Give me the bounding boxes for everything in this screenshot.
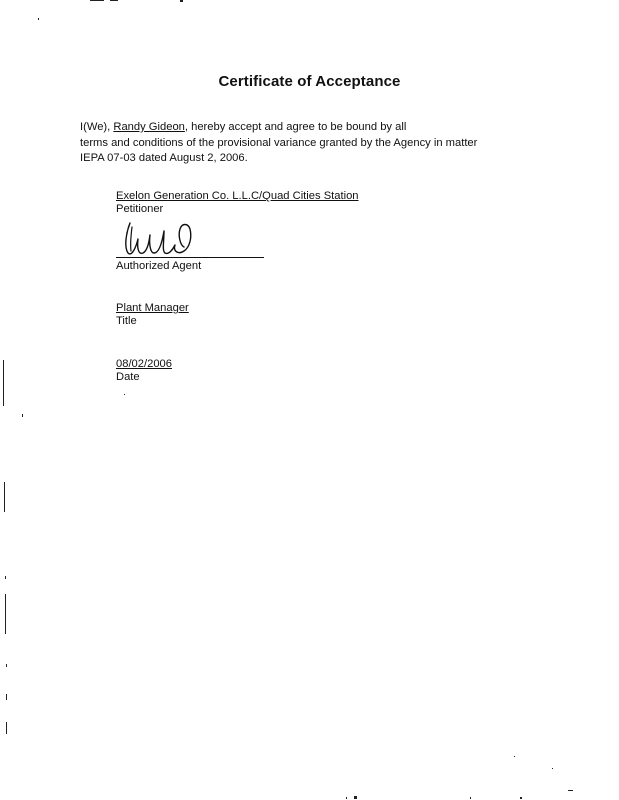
scan-artifact [6,694,7,700]
scan-artifact [3,360,4,406]
scan-artifact [354,796,357,799]
acceptor-name: Randy Gideon [113,121,185,133]
scan-artifact [38,18,39,20]
agent-label: Authorized Agent [116,260,202,272]
scan-artifact [6,722,7,734]
handwritten-signature [118,213,198,263]
title-value: Plant Manager [116,302,189,314]
scan-artifact [180,0,183,2]
scan-artifact [110,0,118,1]
statement-line-3: IEPA 07-03 dated August 2, 2006. [80,152,248,164]
document-title: Certificate of Acceptance [218,73,401,90]
petitioner-value: Exelon Generation Co. L.L.C/Quad Cities Station [116,190,359,202]
date-value: 08/02/2006 [116,358,172,370]
scan-artifact [520,797,522,799]
scan-artifact [568,790,573,791]
date-label: Date [116,371,140,383]
scan-artifact [22,414,23,417]
scan-artifact [470,797,471,799]
scan-artifact [4,482,5,512]
signature-line [116,257,264,258]
petitioner-label: Petitioner [116,203,164,215]
scan-artifact [124,394,125,395]
scan-artifact [6,664,7,667]
statement-line-1 [80,120,540,136]
scan-artifact [90,0,104,1]
scan-artifact [5,576,6,579]
statement-prefix: I(We), [80,121,114,133]
scan-artifact [5,594,6,634]
title-field [116,302,189,328]
acceptance-statement [80,120,540,167]
scan-artifact [346,797,347,799]
scan-artifact [514,756,515,757]
statement-line-2: terms and conditions of the provisional variance granted by the Agency in matter [80,136,478,149]
date-field [116,358,172,384]
scan-artifact [552,768,553,769]
statement-suffix: , hereby accept and agree to be bound by all [184,121,407,133]
title-label: Title [116,315,137,327]
agent-field [116,260,201,273]
